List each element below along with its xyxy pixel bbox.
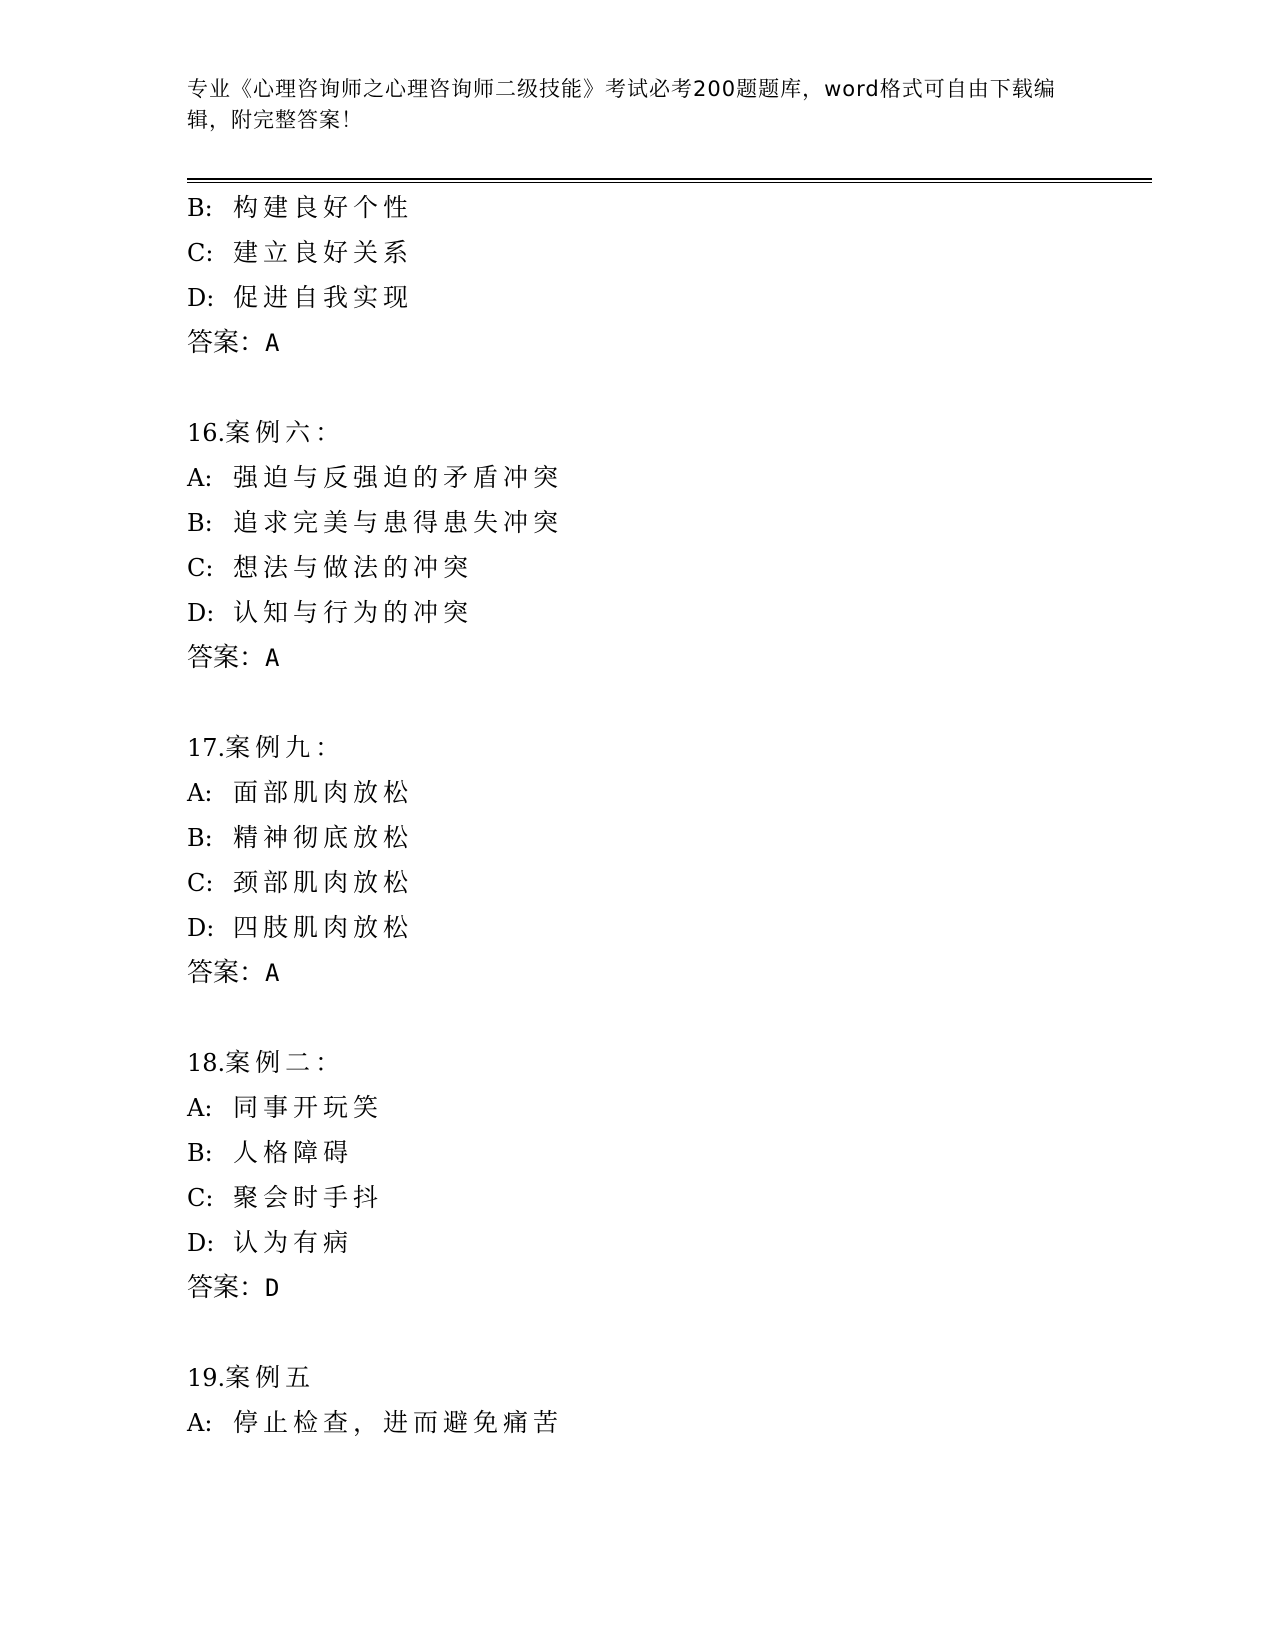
option-letter: B: (187, 1139, 213, 1167)
option-line (187, 548, 473, 588)
answer-label: 答案： (187, 328, 266, 358)
option-text: 人格障碍 (233, 1138, 354, 1167)
option-text: 构建良好个性 (233, 193, 414, 222)
option-line (187, 1088, 383, 1128)
option-text: 强迫与反强迫的矛盾冲突 (233, 463, 564, 492)
answer-line (187, 638, 279, 678)
option-letter: D: (187, 1229, 215, 1257)
option-letter: C: (187, 1184, 214, 1212)
option-line (187, 908, 413, 948)
answer-value: A (265, 644, 280, 672)
option-text: 同事开玩笑 (233, 1093, 384, 1122)
option-text: 促进自我实现 (233, 283, 414, 312)
option-letter: B: (187, 824, 213, 852)
option-line (187, 1133, 353, 1173)
option-letter: C: (187, 869, 214, 897)
option-line (187, 1223, 353, 1263)
option-letter: A: (187, 1094, 213, 1122)
question-number: 17. (187, 734, 226, 762)
question-text: 案例五 (225, 1363, 316, 1392)
answer-line (187, 953, 279, 993)
option-letter: C: (187, 239, 214, 267)
answer-line (187, 323, 279, 363)
question-number: 18. (187, 1049, 226, 1077)
option-text: 认知与行为的冲突 (233, 598, 474, 627)
option-text: 停止检查，进而避免痛苦 (233, 1408, 564, 1437)
question-number: 16. (187, 419, 226, 447)
header-divider (187, 178, 1152, 183)
option-text: 聚会时手抖 (233, 1183, 384, 1212)
option-text: 颈部肌肉放松 (233, 868, 414, 897)
question-line (187, 413, 345, 453)
option-line (187, 233, 413, 273)
option-letter: C: (187, 554, 214, 582)
question-text: 案例九： (225, 733, 346, 762)
option-text: 认为有病 (233, 1228, 354, 1257)
option-letter: D: (187, 284, 215, 312)
option-letter: A: (187, 1409, 213, 1437)
option-text: 面部肌肉放松 (233, 778, 414, 807)
question-number: 19. (187, 1364, 226, 1392)
option-letter: B: (187, 509, 213, 537)
header-title: 专业《心理咨询师之心理咨询师二级技能》考试必考200题题库，word格式可自由下载编辑，附完整答案！ (187, 77, 1056, 132)
option-line (187, 458, 563, 498)
option-line (187, 818, 413, 858)
option-letter: D: (187, 599, 215, 627)
option-text: 追求完美与患得患失冲突 (233, 508, 564, 537)
option-line (187, 1178, 383, 1218)
answer-value: A (265, 959, 280, 987)
option-line (187, 278, 413, 318)
answer-label: 答案： (187, 1273, 266, 1303)
option-line (187, 1403, 563, 1443)
question-line (187, 728, 345, 768)
option-line (187, 863, 413, 903)
question-line (187, 1358, 315, 1398)
option-line (187, 188, 413, 228)
option-letter: B: (187, 194, 213, 222)
answer-line (187, 1268, 279, 1308)
option-letter: D: (187, 914, 215, 942)
answer-value: A (265, 329, 280, 357)
option-line (187, 593, 473, 633)
option-text: 精神彻底放松 (233, 823, 414, 852)
question-line (187, 1043, 345, 1083)
question-text: 案例二： (225, 1048, 346, 1077)
answer-label: 答案： (187, 643, 266, 673)
option-text: 想法与做法的冲突 (233, 553, 474, 582)
option-text: 四肢肌肉放松 (233, 913, 414, 942)
option-text: 建立良好关系 (233, 238, 414, 267)
question-text: 案例六： (225, 418, 346, 447)
answer-value: D (265, 1274, 280, 1302)
option-letter: A: (187, 779, 213, 807)
option-letter: A: (187, 464, 213, 492)
option-line (187, 773, 413, 813)
option-line (187, 503, 563, 543)
document-header (187, 74, 1067, 136)
answer-label: 答案： (187, 958, 266, 988)
